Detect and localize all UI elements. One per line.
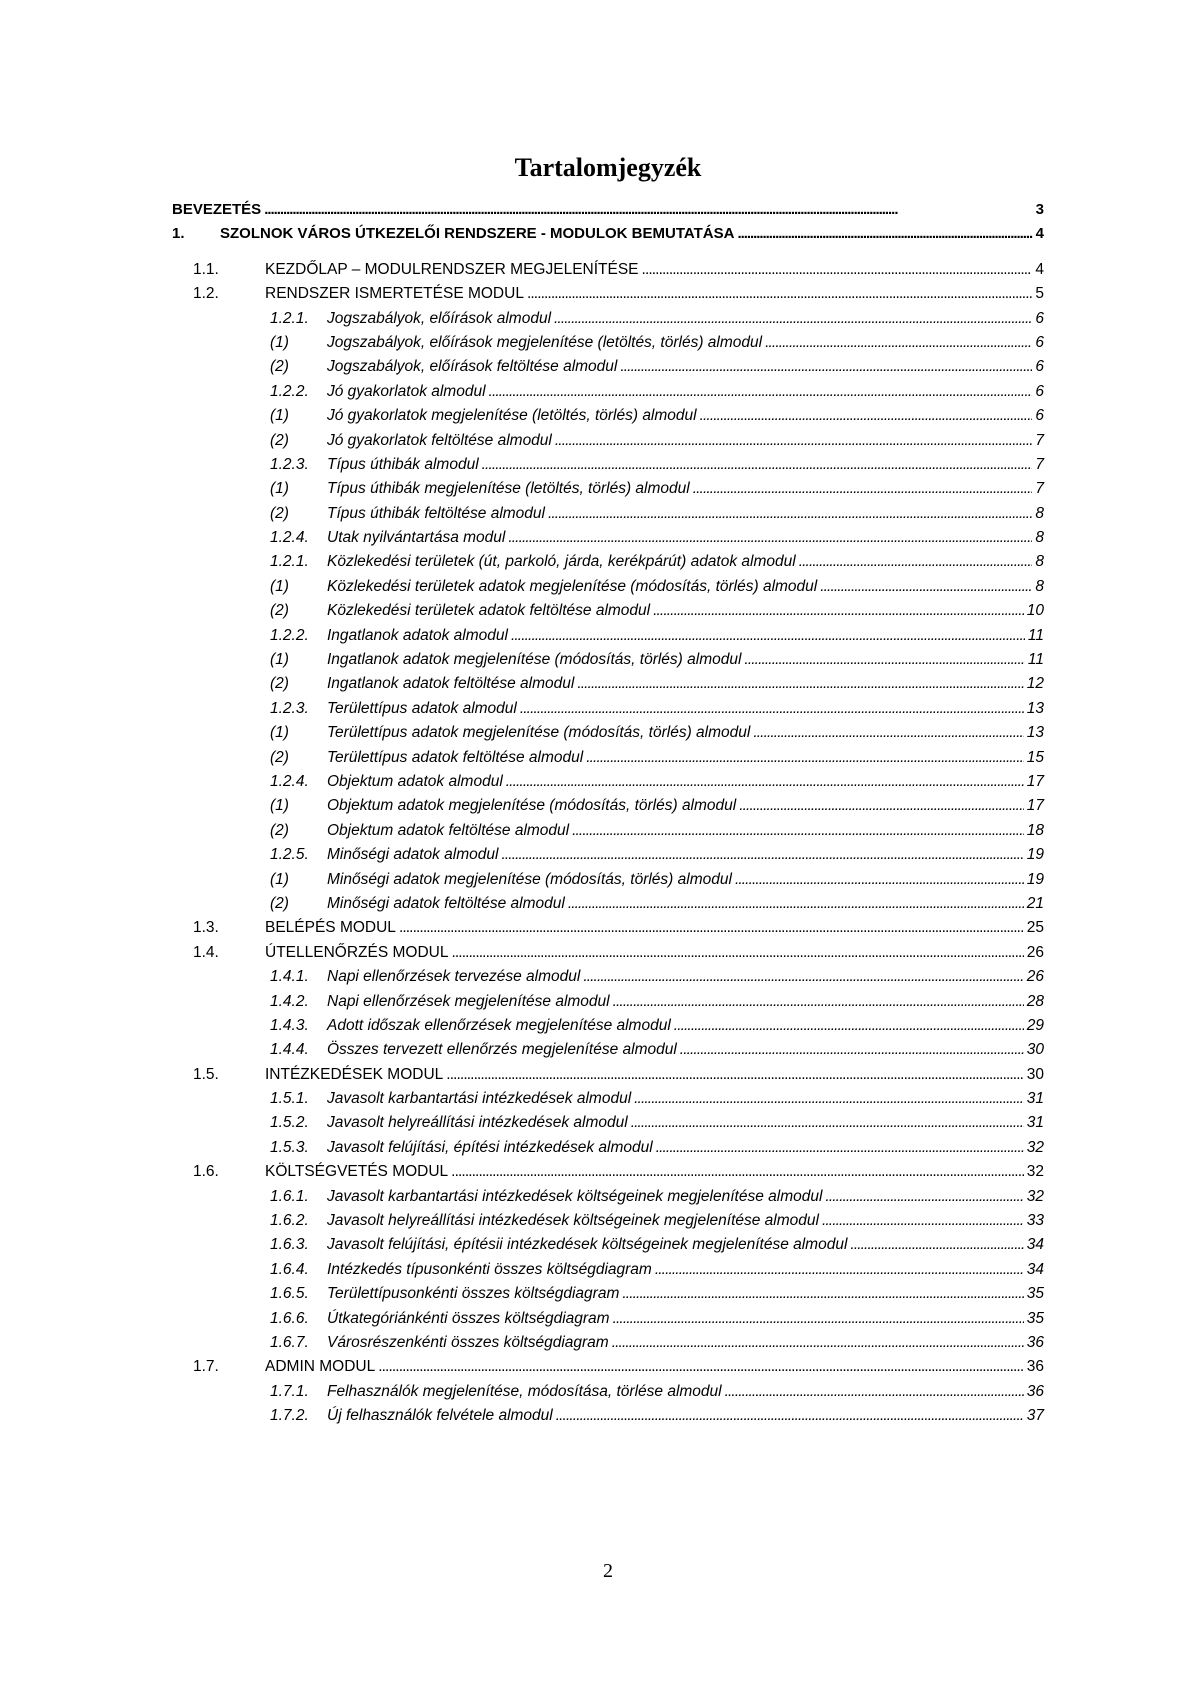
toc-entry-number: 1.6.6. bbox=[270, 1309, 309, 1327]
toc-entry[interactable] bbox=[193, 258, 1044, 282]
toc-entry-title: BEVEZETÉS bbox=[172, 201, 262, 218]
toc-entry[interactable] bbox=[270, 819, 1044, 843]
dot-leader bbox=[264, 198, 1032, 222]
toc-entry-number: (2) bbox=[270, 504, 289, 522]
dot-leader bbox=[511, 624, 1025, 648]
toc-entry-title: Javasolt helyreállítási intézkedések almodul bbox=[327, 1114, 628, 1132]
toc-entry-number: (1) bbox=[270, 407, 289, 425]
toc-entry[interactable] bbox=[270, 672, 1044, 696]
toc-entry[interactable] bbox=[270, 1233, 1044, 1257]
toc-entry[interactable] bbox=[270, 599, 1044, 623]
toc-entry[interactable] bbox=[270, 1087, 1044, 1111]
toc-entry[interactable] bbox=[270, 575, 1044, 599]
toc-entry-number: (1) bbox=[270, 724, 289, 742]
toc-entry-number: 1.4. bbox=[193, 943, 219, 961]
toc-entry[interactable] bbox=[193, 1063, 1044, 1087]
toc-entry-title: Javasolt felújítási, építésii intézkedések költségeinek megjelenítése almodul bbox=[327, 1236, 848, 1254]
toc-entry-page: 19 bbox=[1026, 846, 1044, 864]
toc-entry-title: Ingatlanok adatok almodul bbox=[327, 626, 508, 644]
toc-entry-title: Területtípusonkénti összes költségdiagram bbox=[327, 1285, 620, 1303]
toc-entry-number: 1.5. bbox=[193, 1065, 219, 1083]
toc-entry[interactable] bbox=[270, 1111, 1044, 1135]
toc-entry[interactable] bbox=[270, 1331, 1044, 1355]
toc-entry-title: BELÉPÉS MODUL bbox=[265, 919, 396, 937]
toc-entry[interactable] bbox=[270, 868, 1044, 892]
toc-entry-number: 1.2.2. bbox=[270, 382, 309, 400]
toc-entry[interactable] bbox=[193, 941, 1044, 965]
toc-entry-title: Közlekedési területek adatok feltöltése almodul bbox=[327, 602, 651, 620]
dot-leader bbox=[674, 1014, 1024, 1038]
toc-entry-page: 4 bbox=[1035, 260, 1044, 278]
toc-entry-number: (1) bbox=[270, 480, 289, 498]
toc-entry-page: 31 bbox=[1026, 1114, 1044, 1132]
toc-entry[interactable] bbox=[270, 550, 1044, 574]
toc-entry-page: 7 bbox=[1035, 455, 1044, 473]
toc-entry-number: 1.3. bbox=[193, 919, 219, 937]
toc-entry-title: Jó gyakorlatok almodul bbox=[327, 382, 486, 400]
toc-entry-number: 1.2. bbox=[193, 285, 219, 303]
dot-leader bbox=[820, 575, 1032, 599]
toc-entry[interactable] bbox=[270, 770, 1044, 794]
toc-entry-title: Objektum adatok almodul bbox=[327, 772, 503, 790]
toc-entry-number: (2) bbox=[270, 358, 289, 376]
dot-leader bbox=[527, 282, 1032, 306]
dot-leader bbox=[822, 1209, 1024, 1233]
toc-entry-number: (2) bbox=[270, 602, 289, 620]
toc-entry-page: 3 bbox=[1035, 201, 1044, 218]
dot-leader bbox=[555, 429, 1033, 453]
toc-entry-number: 1. bbox=[172, 225, 185, 243]
toc-entry-number: 1.6.1. bbox=[270, 1187, 309, 1205]
dot-leader bbox=[613, 990, 1024, 1014]
toc-entry-title: Javasolt karbantartási intézkedések almodul bbox=[327, 1090, 632, 1108]
dot-leader bbox=[725, 1380, 1024, 1404]
toc-entry-number: 1.5.2. bbox=[270, 1114, 309, 1132]
toc-entry-number: 1.7.1. bbox=[270, 1382, 309, 1400]
toc-entry-page: 32 bbox=[1026, 1163, 1044, 1181]
dot-leader bbox=[548, 502, 1032, 526]
dot-leader bbox=[653, 599, 1024, 623]
toc-entry-title: Közlekedési területek (út, parkoló, járda, kerékpárút) adatok almodul bbox=[327, 553, 796, 571]
toc-entry-page: 18 bbox=[1026, 821, 1044, 839]
toc-entry[interactable] bbox=[270, 990, 1044, 1014]
toc-entry-page: 6 bbox=[1035, 309, 1044, 327]
toc-entry[interactable] bbox=[270, 1185, 1044, 1209]
dot-leader bbox=[631, 1111, 1024, 1135]
toc-entry-number: 1.4.3. bbox=[270, 1016, 309, 1034]
toc-entry[interactable] bbox=[270, 502, 1044, 526]
toc-entry-number: (2) bbox=[270, 675, 289, 693]
dot-leader bbox=[506, 770, 1024, 794]
toc-entry-page: 11 bbox=[1027, 651, 1044, 669]
toc-entry-page: 7 bbox=[1035, 431, 1044, 449]
toc-entry-title: Objektum adatok megjelenítése (módosítás, törlés) almodul bbox=[327, 797, 737, 815]
toc-entry-page: 6 bbox=[1035, 407, 1044, 425]
toc-entry-number: 1.4.4. bbox=[270, 1041, 309, 1059]
toc-entry-page: 35 bbox=[1026, 1309, 1044, 1327]
dot-leader bbox=[612, 1331, 1024, 1355]
toc-entry-page: 29 bbox=[1026, 1016, 1044, 1034]
toc-entry-page: 26 bbox=[1026, 943, 1044, 961]
dot-leader bbox=[556, 1404, 1024, 1428]
toc-entry[interactable] bbox=[270, 746, 1044, 770]
toc-entry[interactable] bbox=[270, 404, 1044, 428]
dot-leader bbox=[451, 1160, 1024, 1184]
toc-entry-title: Új felhasználók felvétele almodul bbox=[327, 1407, 553, 1425]
toc-entry-title: Objektum adatok feltöltése almodul bbox=[327, 821, 570, 839]
dot-leader bbox=[586, 746, 1024, 770]
toc-entry-title: Típus úthibák almodul bbox=[327, 455, 479, 473]
toc-entry-page: 13 bbox=[1026, 724, 1044, 742]
dot-leader bbox=[622, 1282, 1023, 1306]
dot-leader bbox=[577, 672, 1023, 696]
toc-entry[interactable] bbox=[270, 1258, 1044, 1282]
toc-entry-number: 1.2.4. bbox=[270, 772, 309, 790]
dot-leader bbox=[753, 721, 1023, 745]
toc-entry-page: 8 bbox=[1035, 529, 1044, 547]
toc-entry[interactable] bbox=[270, 648, 1044, 672]
toc-entry-number: 1.2.4. bbox=[270, 529, 309, 547]
toc-entry-page: 36 bbox=[1026, 1333, 1044, 1351]
dot-leader bbox=[825, 1185, 1023, 1209]
dot-leader bbox=[613, 1307, 1024, 1331]
toc-entry-number: (1) bbox=[270, 870, 289, 888]
toc-entry-page: 13 bbox=[1026, 699, 1044, 717]
toc-entry-page: 26 bbox=[1026, 968, 1044, 986]
toc-entry-page: 30 bbox=[1026, 1065, 1044, 1083]
toc-entry-page: 15 bbox=[1026, 748, 1044, 766]
toc-entry-page: 4 bbox=[1035, 225, 1044, 243]
toc-entry-title: Minőségi adatok megjelenítése (módosítás, törlés) almodul bbox=[327, 870, 732, 888]
toc-entry-title: INTÉZKEDÉSEK MODUL bbox=[265, 1065, 444, 1083]
dot-leader bbox=[554, 307, 1032, 331]
toc-entry[interactable] bbox=[270, 965, 1044, 989]
toc-entry-title: Ingatlanok adatok feltöltése almodul bbox=[327, 675, 575, 693]
toc-entry-number: 1.4.2. bbox=[270, 992, 309, 1010]
dot-leader bbox=[583, 965, 1023, 989]
page-title: Tartalomjegyzék bbox=[514, 153, 702, 182]
toc-entry-number: 1.2.3. bbox=[270, 699, 309, 717]
toc-entry-page: 8 bbox=[1035, 504, 1044, 522]
toc-entry[interactable] bbox=[270, 453, 1044, 477]
toc-entry-title: Közlekedési területek adatok megjelenítése (módosítás, törlés) almodul bbox=[327, 577, 818, 595]
toc-entry[interactable] bbox=[270, 1404, 1044, 1428]
toc-entry-number: (2) bbox=[270, 748, 289, 766]
toc-entry-page: 37 bbox=[1026, 1407, 1044, 1425]
toc-entry[interactable] bbox=[270, 526, 1044, 550]
dot-leader bbox=[680, 1038, 1024, 1062]
page-number: 2 bbox=[603, 1560, 613, 1582]
toc-entry-page: 36 bbox=[1026, 1382, 1044, 1400]
toc-entry[interactable] bbox=[270, 331, 1044, 355]
toc-entry-title: Típus úthibák megjelenítése (letöltés, törlés) almodul bbox=[327, 480, 690, 498]
toc-entry-number: (1) bbox=[270, 577, 289, 595]
dot-leader bbox=[482, 453, 1033, 477]
toc-entry-title: ÚTELLENŐRZÉS MODUL bbox=[265, 943, 449, 961]
toc-entry-title: Ingatlanok adatok megjelenítése (módosítás, törlés) almodul bbox=[327, 651, 742, 669]
toc-entry[interactable] bbox=[193, 1355, 1044, 1379]
toc-entry[interactable] bbox=[270, 721, 1044, 745]
toc-entry[interactable] bbox=[270, 1136, 1044, 1160]
toc-entry-title: Napi ellenőrzések tervezése almodul bbox=[327, 968, 581, 986]
toc-entry-number: 1.4.1. bbox=[270, 968, 309, 986]
toc-entry[interactable] bbox=[270, 1209, 1044, 1233]
toc-entry[interactable] bbox=[270, 624, 1044, 648]
toc-entry[interactable] bbox=[270, 1307, 1044, 1331]
toc-entry-number: 1.6.5. bbox=[270, 1285, 309, 1303]
toc-entry-number: 1.2.1. bbox=[270, 309, 309, 327]
toc-entry[interactable] bbox=[193, 1160, 1044, 1184]
toc-entry-page: 32 bbox=[1026, 1187, 1044, 1205]
toc-entry-number: (1) bbox=[270, 651, 289, 669]
toc-entry-title: Területtípus adatok almodul bbox=[327, 699, 517, 717]
toc-entry[interactable] bbox=[193, 282, 1044, 306]
toc-entry-page: 34 bbox=[1026, 1260, 1044, 1278]
toc-entry-number: 1.6.4. bbox=[270, 1260, 309, 1278]
toc-entry-title: Városrészenkénti összes költségdiagram bbox=[327, 1333, 609, 1351]
toc-entry-number: 1.6.7. bbox=[270, 1333, 309, 1351]
toc-entry[interactable] bbox=[270, 429, 1044, 453]
toc-entry[interactable] bbox=[270, 794, 1044, 818]
dot-leader bbox=[399, 916, 1024, 940]
toc-entry-title: Jogszabályok, előírások feltöltése almodul bbox=[327, 358, 618, 376]
toc-entry[interactable] bbox=[270, 1282, 1044, 1306]
toc-entry[interactable] bbox=[270, 843, 1044, 867]
toc-entry-title: Minőségi adatok feltöltése almodul bbox=[327, 894, 565, 912]
dot-leader bbox=[850, 1233, 1023, 1257]
toc-entry-page: 5 bbox=[1035, 285, 1044, 303]
toc-entry-number: (2) bbox=[270, 431, 289, 449]
toc-entry-page: 36 bbox=[1026, 1358, 1044, 1376]
toc-entry-page: 17 bbox=[1026, 772, 1044, 790]
dot-leader bbox=[735, 868, 1024, 892]
dot-leader bbox=[378, 1355, 1024, 1379]
toc-entry-number: 1.2.5. bbox=[270, 846, 309, 864]
toc-entry[interactable] bbox=[270, 477, 1044, 501]
dot-leader bbox=[508, 526, 1032, 550]
toc-entry-title: KEZDŐLAP – MODULRENDSZER MEGJELENÍTÉSE bbox=[265, 260, 639, 278]
toc-entry-page: 6 bbox=[1035, 358, 1044, 376]
toc-entry-page: 10 bbox=[1026, 602, 1044, 620]
toc-entry-title: Területtípus adatok megjelenítése (módosítás, törlés) almodul bbox=[327, 724, 751, 742]
toc-entry-number: 1.6.2. bbox=[270, 1212, 309, 1230]
dot-leader bbox=[700, 404, 1033, 428]
toc-entry-number: (2) bbox=[270, 894, 289, 912]
toc-entry[interactable] bbox=[270, 1380, 1044, 1404]
dot-leader bbox=[655, 1258, 1024, 1282]
toc-entry-page: 28 bbox=[1026, 992, 1044, 1010]
toc-entry-number: 1.2.3. bbox=[270, 455, 309, 473]
toc-entry-title: Jogszabályok, előírások megjelenítése (letöltés, törlés) almodul bbox=[327, 333, 763, 351]
toc-entry-title: Típus úthibák feltöltése almodul bbox=[327, 504, 545, 522]
dot-leader bbox=[642, 258, 1033, 282]
toc-entry-title: Útkategóriánkénti összes költségdiagram bbox=[327, 1309, 610, 1327]
dot-leader bbox=[744, 648, 1024, 672]
toc-entry-number: 1.1. bbox=[193, 260, 219, 278]
toc-entry-page: 7 bbox=[1035, 480, 1044, 498]
toc-entry-page: 12 bbox=[1026, 675, 1044, 693]
toc-entry[interactable] bbox=[270, 355, 1044, 379]
dot-leader bbox=[634, 1087, 1024, 1111]
toc-entry[interactable] bbox=[270, 380, 1044, 404]
dot-leader bbox=[489, 380, 1033, 404]
dot-leader bbox=[737, 222, 1032, 246]
toc-entry-page: 31 bbox=[1026, 1090, 1044, 1108]
toc-entry-title: Minőségi adatok almodul bbox=[327, 846, 499, 864]
toc-entry-number: 1.5.3. bbox=[270, 1138, 309, 1156]
toc-entry-page: 25 bbox=[1026, 919, 1044, 937]
toc-entry-number: (1) bbox=[270, 797, 289, 815]
toc-entry[interactable] bbox=[270, 1014, 1044, 1038]
toc-entry-title: SZOLNOK VÁROS ÚTKEZELŐI RENDSZERE - MODULOK BEMUTATÁSA bbox=[220, 225, 735, 243]
toc-entry[interactable] bbox=[172, 222, 1044, 246]
toc-entry-page: 8 bbox=[1035, 577, 1044, 595]
toc-entry-page: 8 bbox=[1035, 553, 1044, 571]
toc-entry-number: (1) bbox=[270, 333, 289, 351]
toc-entry-number: 1.6.3. bbox=[270, 1236, 309, 1254]
toc-entry-title: Adott időszak ellenőrzések megjelenítése almodul bbox=[327, 1016, 671, 1034]
dot-leader bbox=[739, 794, 1024, 818]
toc-entry-page: 19 bbox=[1026, 870, 1044, 888]
toc-entry-title: Összes tervezett ellenőrzés megjelenítése almodul bbox=[327, 1041, 677, 1059]
toc-entry-title: Javasolt helyreállítási intézkedések költségeinek megjelenítése almodul bbox=[327, 1212, 819, 1230]
toc-entry-title: Javasolt felújítási, építési intézkedések almodul bbox=[327, 1138, 653, 1156]
table-of-contents bbox=[172, 198, 1044, 1429]
toc-entry-page: 33 bbox=[1026, 1212, 1044, 1230]
toc-entry-number: 1.5.1. bbox=[270, 1090, 309, 1108]
dot-leader bbox=[520, 697, 1024, 721]
dot-leader bbox=[765, 331, 1032, 355]
toc-entry-title: ADMIN MODUL bbox=[265, 1358, 376, 1376]
toc-entry-number: 1.6. bbox=[193, 1163, 219, 1181]
toc-entry-number: 1.7. bbox=[193, 1358, 219, 1376]
dot-leader bbox=[620, 355, 1032, 379]
toc-entry-title: RENDSZER ISMERTETÉSE MODUL bbox=[265, 285, 524, 303]
toc-entry-title: Jogszabályok, előírások almodul bbox=[327, 309, 552, 327]
toc-entry-title: Területtípus adatok feltöltése almodul bbox=[327, 748, 584, 766]
toc-entry[interactable] bbox=[270, 1038, 1044, 1062]
toc-entry-page: 30 bbox=[1026, 1041, 1044, 1059]
toc-entry-page: 6 bbox=[1035, 333, 1044, 351]
dot-leader bbox=[501, 843, 1023, 867]
dot-leader bbox=[568, 892, 1024, 916]
toc-entry-page: 35 bbox=[1026, 1285, 1044, 1303]
toc-entry-title: Utak nyilvántartása modul bbox=[327, 529, 506, 547]
toc-entry-number: (2) bbox=[270, 821, 289, 839]
toc-entry-number: 1.7.2. bbox=[270, 1407, 309, 1425]
toc-entry-page: 17 bbox=[1026, 797, 1044, 815]
toc-entry-title: Jó gyakorlatok feltöltése almodul bbox=[327, 431, 552, 449]
dot-leader bbox=[451, 941, 1023, 965]
toc-entry[interactable] bbox=[270, 697, 1044, 721]
toc-entry[interactable] bbox=[270, 307, 1044, 331]
dot-leader bbox=[799, 550, 1033, 574]
toc-entry-title: Javasolt karbantartási intézkedések költségeinek megjelenítése almodul bbox=[327, 1187, 823, 1205]
toc-entry-page: 34 bbox=[1026, 1236, 1044, 1254]
dot-leader bbox=[693, 477, 1033, 501]
dot-leader bbox=[446, 1063, 1023, 1087]
toc-entry-number: 1.2.2. bbox=[270, 626, 309, 644]
toc-entry-page: 11 bbox=[1027, 626, 1044, 644]
toc-entry-title: Jó gyakorlatok megjelenítése (letöltés, törlés) almodul bbox=[327, 407, 697, 425]
toc-entry[interactable] bbox=[172, 198, 1044, 222]
toc-entry[interactable] bbox=[270, 892, 1044, 916]
dot-leader bbox=[572, 819, 1024, 843]
toc-entry[interactable] bbox=[193, 916, 1044, 940]
toc-entry-title: Napi ellenőrzések megjelenítése almodul bbox=[327, 992, 610, 1010]
toc-entry-number: 1.2.1. bbox=[270, 553, 309, 571]
toc-entry-page: 32 bbox=[1026, 1138, 1044, 1156]
toc-entry-title: Felhasználók megjelenítése, módosítása, törlése almodul bbox=[327, 1382, 722, 1400]
toc-entry-page: 21 bbox=[1026, 894, 1044, 912]
toc-entry-title: Intézkedés típusonkénti összes költségdiagram bbox=[327, 1260, 652, 1278]
toc-entry-page: 6 bbox=[1035, 382, 1044, 400]
toc-entry-title: KÖLTSÉGVETÉS MODUL bbox=[265, 1163, 449, 1181]
dot-leader bbox=[656, 1136, 1024, 1160]
